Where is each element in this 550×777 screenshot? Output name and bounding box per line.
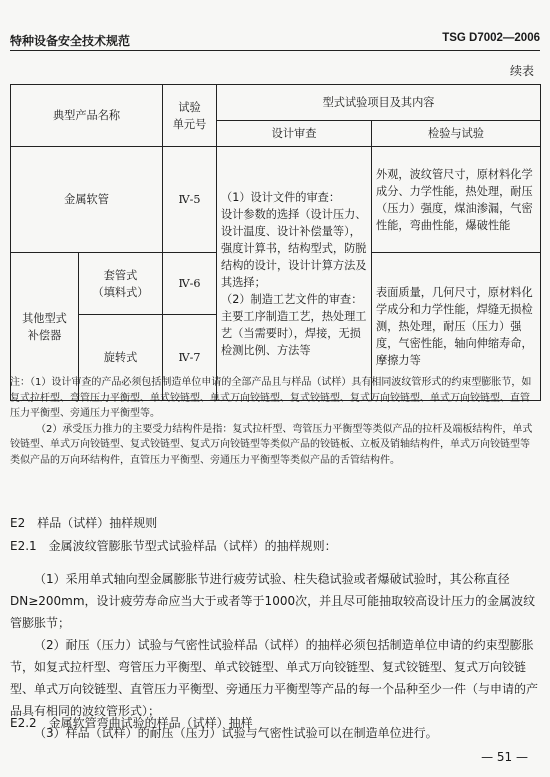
product-sleeve: 套管式 （填料式） bbox=[79, 253, 163, 315]
running-header bbox=[10, 30, 540, 51]
header-unit: 试验 单元号 bbox=[163, 85, 217, 147]
header-design: 设计审查 bbox=[217, 121, 372, 147]
section-e2: E2 样品（试样）抽样规则 bbox=[10, 516, 158, 530]
section-e21: E2.1 金属波纹管膨胀节型式试验样品（试样）的抽样规则： bbox=[10, 539, 337, 553]
product-metal-hose: 金属软管 bbox=[11, 147, 163, 253]
unit-iv-5: Ⅳ-5 bbox=[163, 147, 217, 253]
paragraph-2: （2）耐压（压力）试验与气密性试验样品（试样）的抽样必须包括制造单位申请的约束型膨胀节，如复式拉杆型、弯管压力平衡型、单式铰链型、单式万向铰链型、复式铰链型、复式万向铰链型、单式万向铰链型、直管压力平衡型、旁通压力平衡型等产品的每一个品种至少一件（与申请的产品具有相同的波纹管形式）； bbox=[10, 638, 539, 718]
product-rotary: 旋转式 bbox=[79, 315, 163, 401]
section-e22: E2.2 金属软管弯曲试验的样品（试样）抽样 bbox=[10, 716, 253, 730]
inspect-other: 表面质量，几何尺寸，原材料化学成分和力学性能，焊缝无损检测，热处理，耐压（压力）强度，气密性能，轴向伸缩寿命，摩擦力等 bbox=[372, 253, 541, 401]
header-product: 典型产品名称 bbox=[11, 85, 163, 147]
continued-label: 续表 bbox=[509, 64, 534, 78]
design-review-text: （1）设计文件的审查： 设计参数的选择（设计压力、设计温度、设计补偿量等），强度计算书，结构型式，防脱结构的设计，设计计算方法及其选择； （2）制造工艺文件的审查： 主要工序制造工艺，热处理工艺（当需要时），焊接，无损检测比例、方法等 bbox=[217, 147, 372, 401]
header-items: 型式试验项目及其内容 bbox=[217, 85, 541, 121]
product-other: 其他型式 补偿器 bbox=[11, 253, 79, 401]
unit-iv-7: Ⅳ-7 bbox=[163, 315, 217, 401]
header-right: TSG D7002—2006 bbox=[442, 32, 540, 44]
note-1: 注：（1）设计审查的产品必须包括制造单位申请的全部产品且与样品（试样）具有相同波纹管形式的约束型膨胀节，如复式拉杆型、弯管压力平衡型、单式铰链型、单式万向铰链型、复式铰链型、复式万向铰链型、单式万向铰链型、直管压力平衡型、旁通压力平衡型等。 bbox=[10, 377, 532, 419]
test-items-table bbox=[10, 84, 541, 401]
header-left: 特种设备安全技术规范 bbox=[10, 34, 131, 48]
unit-iv-6: Ⅳ-6 bbox=[163, 253, 217, 315]
paragraph-3: （3）样品（试样）的耐压（压力）试验与气密性试验可以在制造单位进行。 bbox=[34, 726, 438, 740]
inspect-metal-hose: 外观，波纹管尺寸，原材料化学成分、力学性能，热处理，耐压（压力）强度，煤油渗漏，气密性能，弯曲性能，爆破性能 bbox=[372, 147, 541, 253]
page-number: — 51 — bbox=[481, 750, 528, 764]
header-inspect: 检验与试验 bbox=[372, 121, 541, 147]
note-2: （2）承受压力推力的主要受力结构件是指：复式拉杆型、弯管压力平衡型等类似产品的拉杆及端板结构件，单式铰链型、单式万向铰链型、复式铰链型、复式万向铰链型等类似产品的铰链板、立板及销轴结构件，单式万向铰链型等类似产品的万向环结构件，直管压力平衡型、旁通压力平衡型等类似产品的舌管结构件。 bbox=[10, 423, 533, 466]
table-notes bbox=[10, 375, 538, 468]
paragraph-1: （1）采用单式轴向型金属膨胀节进行疲劳试验、柱失稳试验或者爆破试验时，其公称直径 DN≥200mm，设计疲劳寿命应当大于或者等于1000次，并且尽可能抽取较高设计压力的金属波纹管膨胀节； bbox=[10, 572, 536, 630]
